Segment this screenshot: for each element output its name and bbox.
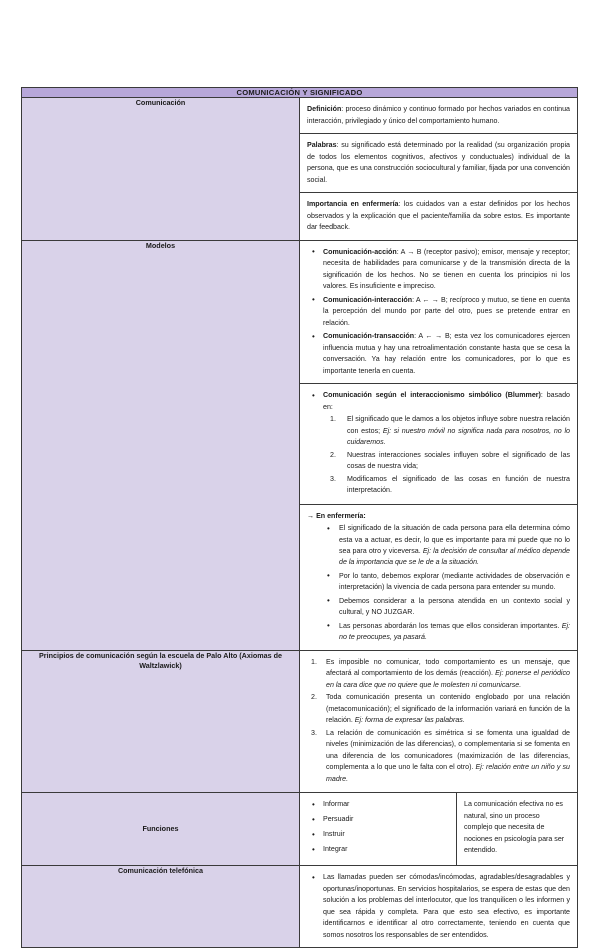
list-item: • Instruir [323, 829, 449, 840]
item-example: Ej: relación entre un niño y su madre. [326, 763, 570, 783]
list-item [326, 657, 570, 691]
communication-summary-table [21, 87, 578, 948]
modelo-accion-label: Comunicación-acción [323, 247, 397, 256]
list-item: • Integrar [323, 844, 449, 855]
subrow-enfermeria [300, 504, 577, 650]
page-title: COMUNICACIÓN Y SIGNIFICADO [236, 88, 363, 97]
row-label-funciones [22, 793, 300, 866]
row-label-comunicacion [22, 98, 300, 240]
modelos-subtable [300, 241, 577, 650]
funciones-list-cell [300, 793, 457, 865]
item-text: El significado de la situación de cada persona para ella determina cómo esta va a actuar, es decir, lo que es importante para mi puede que no lo sea para otro y viceversa. [339, 524, 570, 555]
importancia-text: : los cuidados van a estar definidos por los hechos observados y la explicación que el paciente/familia da sobre estos. Es importante dar feedback. [307, 200, 570, 232]
item-text: Toda comunicación presenta un contenido englobado por una relación (metacomunicación); el significado de la información variará en función de la relación. [326, 693, 570, 725]
funciones-bullet-list [307, 799, 449, 855]
list-item [339, 596, 570, 619]
item-text: Es imposible no comunicar, todo comportamiento es un mensaje, que afectará al comportamiento de los demás (reacción). [326, 657, 570, 678]
enfermeria-heading: → En enfermería: [307, 511, 366, 520]
item-example: Ej: si nuestro móvil no significa nada para nosotros, no lo cuidaremos. [347, 426, 570, 447]
item-example: Ej: forma de expresar las palabras. [354, 716, 465, 725]
comunicacion-subtable [300, 98, 577, 239]
list-item [326, 728, 570, 785]
telefonica-bullet-list [307, 872, 570, 941]
list-item [347, 414, 570, 448]
definicion-paragraph [307, 104, 570, 127]
list-item [323, 295, 570, 329]
item-example: Ej: no te preocupes, ya pasará. [339, 621, 570, 642]
palabras-text: : su significado está determinado por la realidad (su organización propia de todos los elementos cognitivos, afectivos y conductuales) individual de la persona, que es una construcción sociocultural y familiar, fijada por una convención social. [307, 141, 570, 184]
importancia-cell [300, 193, 577, 240]
item-text: Por lo tanto, debemos explorar (mediante actividades de observación e interpretación) la vivencia de cada persona para entender su mundo. [339, 571, 570, 592]
interaccionismo-bullet-list [307, 390, 570, 496]
funciones-subtable [300, 793, 577, 865]
row-label-text: Principios de comunicación según la escuela de Palo Alto (Axiomas de Waltzlawick) [39, 650, 282, 671]
list-item [339, 523, 570, 569]
definicion-text: : proceso dinámico y continuo formado por hechos variados en continua interacción, privilegiado y único del comportamiento humano. [307, 105, 570, 125]
definicion-label: Definición [307, 105, 342, 114]
palabras-label: Palabras [307, 141, 337, 150]
funciones-row [300, 793, 577, 865]
list-item: • Las llamadas pueden ser cómodas/incómodas, agradables/desagradables y oportunas/inoportunas. En servicios hospitalarios, se espera de estas que den solución a los problemas del interlocutor, que los tranquilicen o les informen y que sea rápida y completa. Para que esto sea efectivo, es importante identificarnos e identificar al otro correctamente, teniendo en cuenta que somos nosotros los responsables de ser entendidos. [323, 872, 570, 941]
row-label-text: Comunicación telefónica [117, 866, 204, 876]
modelos-bullet-list [307, 247, 570, 377]
table-row [22, 240, 578, 650]
table-row [22, 650, 578, 792]
modelo-interaccion-label: Comunicación-interacción [323, 295, 413, 304]
principios-numbered-list [307, 657, 570, 785]
row-label-text: Modelos [145, 240, 176, 250]
item-text: Modificamos el significado de las cosas en función de nuestra interpretación. [347, 474, 570, 495]
item-text: Debemos considerar a la persona atendida en un contexto social y cultural, y NO JUZGAR. [339, 596, 570, 617]
list-item [323, 331, 570, 377]
table-header-row [22, 88, 578, 98]
subrow-definicion [300, 98, 577, 133]
modelos-list-cell [300, 241, 577, 384]
row-content-telefonica [300, 866, 578, 948]
row-content-principios [300, 650, 578, 792]
row-label-text: Comunicación [135, 98, 186, 108]
telefonica-block [300, 866, 577, 947]
row-content-modelos [300, 240, 578, 650]
row-label-modelos [22, 240, 300, 650]
list-item [339, 621, 570, 644]
row-content-funciones [300, 793, 578, 866]
modelo-transaccion-text: : A ← → B; esta vez los comunicadores ejercen influencia mutua y hay una retroalimentación constante hasta que se cesa la conversación. Ya hay relación entre los comunicadores, por lo que es importante tenerla en cuenta. [323, 332, 570, 375]
item-text: El significado que le damos a los objetos influye sobre nuestra relación con estos; [347, 415, 570, 435]
list-item [339, 571, 570, 594]
definicion-cell [300, 98, 577, 133]
table-row [22, 98, 578, 240]
simbolico-numbered-list [323, 414, 570, 496]
item-text: Nuestras interacciones sociales influyen sobre el significado de las cosas de nuestra vida; [347, 450, 570, 471]
subrow-importancia [300, 193, 577, 240]
table-row [22, 793, 578, 866]
row-content-comunicacion [300, 98, 578, 240]
interaccionismo-cell [300, 384, 577, 504]
modelo-accion-text: : A → B (receptor pasivo); emisor, mensaje y receptor; necesita de habilidades para comunicarse y de la transmisión directa de la significación de los hechos. No se tienen en cuenta los principios ni los valores. Es insuficiente e impreciso. [323, 247, 570, 291]
table-header-cell [22, 88, 578, 98]
modelo-transaccion-label: Comunicación-transacción [323, 332, 415, 341]
table-row [22, 866, 578, 948]
row-label-telefonica [22, 866, 300, 948]
palabras-cell [300, 134, 577, 193]
list-item [347, 474, 570, 497]
subrow-palabras [300, 134, 577, 193]
row-label-text: Funciones [142, 823, 179, 833]
simbolico-label: Comunicación según el interaccionismo simbólico (Blummer) [323, 391, 541, 400]
item-example: Ej: ponerse el periódico en la cara dice que no quiere que le molesten ni comunicarse. [326, 669, 570, 689]
simbolico-text: : basado en: [323, 391, 570, 411]
enfermeria-cell [300, 504, 577, 650]
modelo-interaccion-text: : A ← → B; recíproco y mutuo, se tiene en cuenta la percepción del mundo por parte del otro, pues se pretende entrar en relación. [323, 295, 570, 327]
principios-block [300, 651, 577, 792]
funciones-note: La comunicación efectiva no es natural, sino un proceso complejo que necesita de nociones en psicología para ser entendido. [464, 800, 565, 855]
list-item [323, 247, 570, 293]
list-item [323, 390, 570, 496]
importancia-label: Importancia en enfermería [307, 200, 399, 209]
item-text: La relación de comunicación es simétrica si se fomenta una igualdad de niveles (minimización de las diferencias), o complementaria si se fomenta en una diferencia de los comunicadores (maximización de las diferencias, complementa a lo que uno le falta con el otro). [326, 728, 570, 772]
palabras-paragraph [307, 140, 570, 186]
item-example: Ej: la decisión de consultar al médico depende de la importancia que se le de a la situación. [339, 546, 570, 567]
list-item: • Persuadir [323, 814, 449, 825]
funciones-note-cell [457, 793, 578, 865]
subrow-modelos-list [300, 241, 577, 384]
row-label-principios [22, 650, 300, 792]
list-item [347, 450, 570, 473]
subrow-interaccionismo [300, 384, 577, 504]
list-item [326, 692, 570, 726]
list-item: • Informar [323, 799, 449, 810]
importancia-paragraph [307, 199, 570, 233]
item-text: Las personas abordarán los temas que ellos consideran importantes. [339, 621, 562, 630]
enfermeria-bullet-list [307, 523, 570, 644]
